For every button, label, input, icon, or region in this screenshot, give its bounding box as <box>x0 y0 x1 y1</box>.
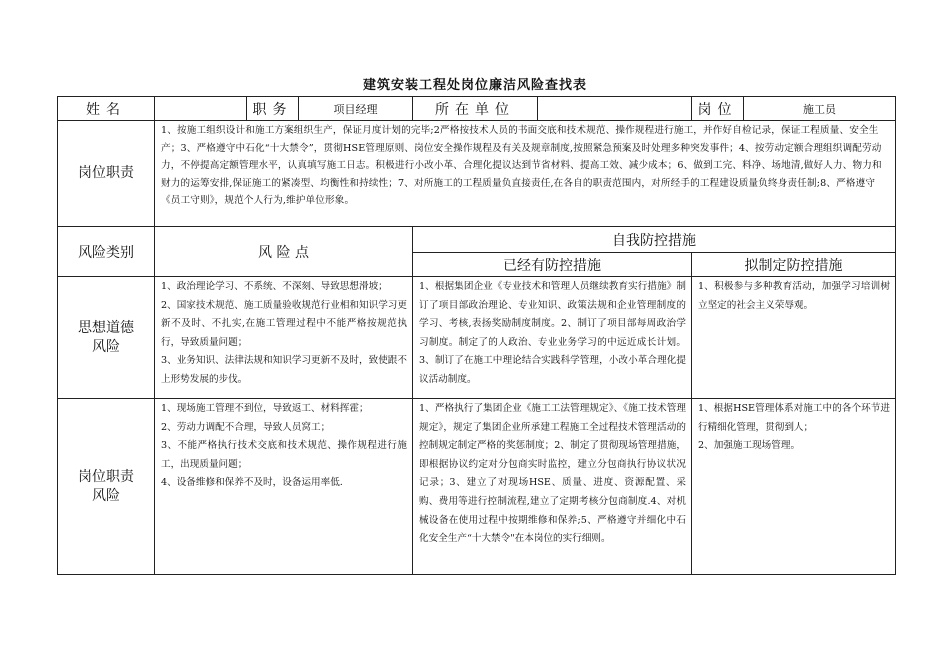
duty-label: 岗位职责 <box>58 121 155 227</box>
risk-point: 2、劳动力调配不合理，导致人员窝工； <box>161 421 331 433</box>
risk-point: 1、现场施工管理不到位，导致返工、材料挥霍； <box>161 403 369 414</box>
risk-category-cell <box>58 277 155 399</box>
page-title: 建筑安装工程处岗位廉洁风险查找表 <box>362 78 587 93</box>
risk-point: 3、不能严格执行技术交底和技术规范、操作规程进行施工，出现质量问题； <box>161 440 407 470</box>
existing-measure: 1、根据集团企业《专业技术和管理人员继续教育实行措施》制订了项目部政治理论、专业知识、政策法规和企业管理制度的学习、考核,表扬奖励制度制度。2、制订了项目部每周政治学习制度。制定了的人政治、专业业务学习的中远近成长计划。3、制订了在施工中理论结合实践科学管理，小改小革合理化提议活动制度。 <box>419 281 686 385</box>
risk-header-row <box>58 227 896 253</box>
planned-measures-header: 拟制定防控措施 <box>692 253 896 277</box>
risk-point: 4、设备维修和保养不及时，设备运用率低. <box>161 477 343 489</box>
risk-table <box>57 96 896 575</box>
self-measures-header: 自我防控措施 <box>413 227 896 253</box>
risk-point: 2、国家技术规范、施工质量验收规范行业相和知识学习更新不及时、不扎实,在施工管理过程中不能严格按规范执行，导致质量问题； <box>161 299 407 348</box>
existing-measures-cell <box>413 399 692 575</box>
planned-measure: 2、加强施工现场管理。 <box>698 440 801 452</box>
risk-category-line: 思想道德 <box>78 319 134 336</box>
risk-category-line: 风险 <box>92 487 120 504</box>
existing-measure: 1、严格执行了集团企业《施工工法管理规定》、《施工技术管理规定》，规定了集团企业所承建工程施工全过程技术管理活动的控制规定制定严格的奖惩制度；2、制定了贯彻现场管理措施，即根据协议约定对分包商实时监控，建立分包商执行协议状况记录；3、建立了对现场HSE、质量、进度、资源配置、采购、费用等进行控制流程,建立了定期考核分包商制度.4、对机械设备在使用过程中按期维修和保养;5、严格遵守并细化中石化安全生产“十大禁令"在本岗位的实行细则。 <box>419 403 686 545</box>
post-value: 施工员 <box>744 97 896 121</box>
position-value: 项目经理 <box>299 97 413 121</box>
risk-category-cell <box>58 399 155 575</box>
info-row <box>58 97 896 121</box>
planned-measure: 1、积极参与多种教育活动，加强学习培训树立坚定的社会主义荣辱观。 <box>698 281 890 311</box>
name-value <box>155 97 247 121</box>
risk-row <box>58 277 896 399</box>
planned-measure: 1、根据HSE管理体系对施工中的各个环节进行精细化管理，贯彻到人； <box>698 403 890 433</box>
risk-category-line: 风险 <box>92 338 120 355</box>
duty-text: 1、按施工组织设计和施工方案组织生产，保证月度计划的完毕;2严格按技术人员的书面交底和技术规范、操作规程进行施工，并作好自检记录，保证工程质量、安全生产；3、严格遵守中石化“十大禁令”，贯彻HSE管理原则、岗位安全操作规程及有关及规章制度,按照紧急预案及时处理多种突发事件；4、按劳动定额合理组织调配劳动力，不停提高定额管理水平，认真填写施工日志。积极进行小改小革、合理化提议达到节省材料、提高工效、减少成本；6、做到工完、料净、场地清,做好人力、物力和财力的运筹安排,保证施工的紧凑型、均衡性和持续性；7、对所施工的工程质量负直接责任,在各自的职责范围内，对所经手的工程建设质量负终身责任制;8、严格遵守《员工守则》，规范个人行为,维护单位形象。 <box>155 121 896 227</box>
planned-measures-cell <box>692 277 896 399</box>
planned-measures-cell <box>692 399 896 575</box>
risk-point: 3、业务知识、法律法规和知识学习更新不及时，致使跟不上形势发展的步伐。 <box>161 355 407 385</box>
risk-row <box>58 399 896 575</box>
post-label: 岗位 <box>692 97 744 121</box>
risk-category-line: 岗位职责 <box>78 468 134 485</box>
unit-label: 所在单位 <box>413 97 538 121</box>
risk-point-header: 风 险 点 <box>155 227 413 277</box>
risk-point: 1、政治理论学习、不系统、不深刻、导致思想滑坡； <box>161 281 388 292</box>
duty-row <box>58 121 896 227</box>
name-label: 姓名 <box>58 97 155 121</box>
position-label: 职务 <box>247 97 299 121</box>
risk-points-cell <box>155 399 413 575</box>
risk-category-header: 风险类别 <box>58 227 155 277</box>
existing-measures-header: 已经有防控措施 <box>413 253 692 277</box>
unit-value <box>538 97 692 121</box>
existing-measures-cell <box>413 277 692 399</box>
risk-points-cell <box>155 277 413 399</box>
